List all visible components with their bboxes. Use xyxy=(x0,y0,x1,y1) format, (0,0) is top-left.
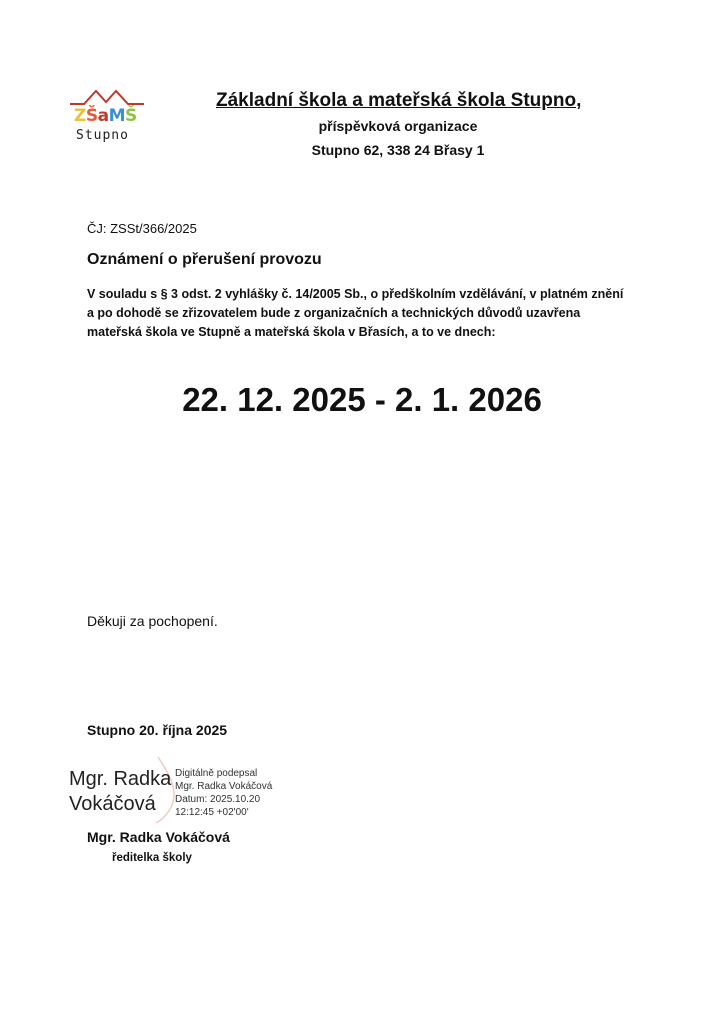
logo-letter: M xyxy=(108,106,125,126)
paragraph-line: mateřská škola ve Stupně a mateřská škola v Břasích, a to ve dnech: xyxy=(87,325,496,339)
signature-detail-line: Datum: 2025.10.20 xyxy=(175,794,261,805)
announcement-paragraph xyxy=(87,285,657,342)
logo-letter: Š xyxy=(124,106,137,126)
signature-name-line: Vokáčová xyxy=(69,793,156,815)
signer-name: Mgr. Radka Vokáčová xyxy=(87,829,230,845)
closure-date-range: 22. 12. 2025 - 2. 1. 2026 xyxy=(182,381,542,418)
thanks-text: Děkuji za pochopení. xyxy=(87,613,218,629)
logo-town: Stupno xyxy=(76,128,129,143)
paragraph-line: V souladu s § 3 odst. 2 vyhlášky č. 14/2005 Sb., o předškolním vzdělávání, v platném znění xyxy=(87,287,624,301)
logo-letter: Š xyxy=(85,106,98,126)
signature-detail-line: Mgr. Radka Vokáčová xyxy=(175,781,273,792)
school-address: Stupno 62, 338 24 Břasy 1 xyxy=(311,142,485,158)
digital-signature-name xyxy=(69,767,171,817)
org-type: příspěvková organizace xyxy=(318,118,478,134)
school-name: Základní škola a mateřská škola Stupno, xyxy=(216,90,582,111)
logo-letter: a xyxy=(97,106,109,126)
reference-number: ČJ: ZSSt/366/2025 xyxy=(87,221,197,236)
signature-detail-line: Digitálně podepsal xyxy=(175,768,258,779)
signer-role: ředitelka školy xyxy=(112,852,192,864)
roof-icon xyxy=(68,86,150,108)
logo-letter: Z xyxy=(74,106,86,126)
signature-detail-line: 12:12:45 +02'00' xyxy=(175,807,249,818)
document-heading: Oznámení o přerušení provozu xyxy=(87,251,322,268)
signature-name-line: Mgr. Radka xyxy=(69,768,172,790)
paragraph-line: a po dohodě se zřizovatelem bude z organizačních a technických důvodů uzavřena xyxy=(87,306,581,320)
digital-signature-details xyxy=(175,767,272,819)
place-and-date: Stupno 20. října 2025 xyxy=(87,722,228,738)
